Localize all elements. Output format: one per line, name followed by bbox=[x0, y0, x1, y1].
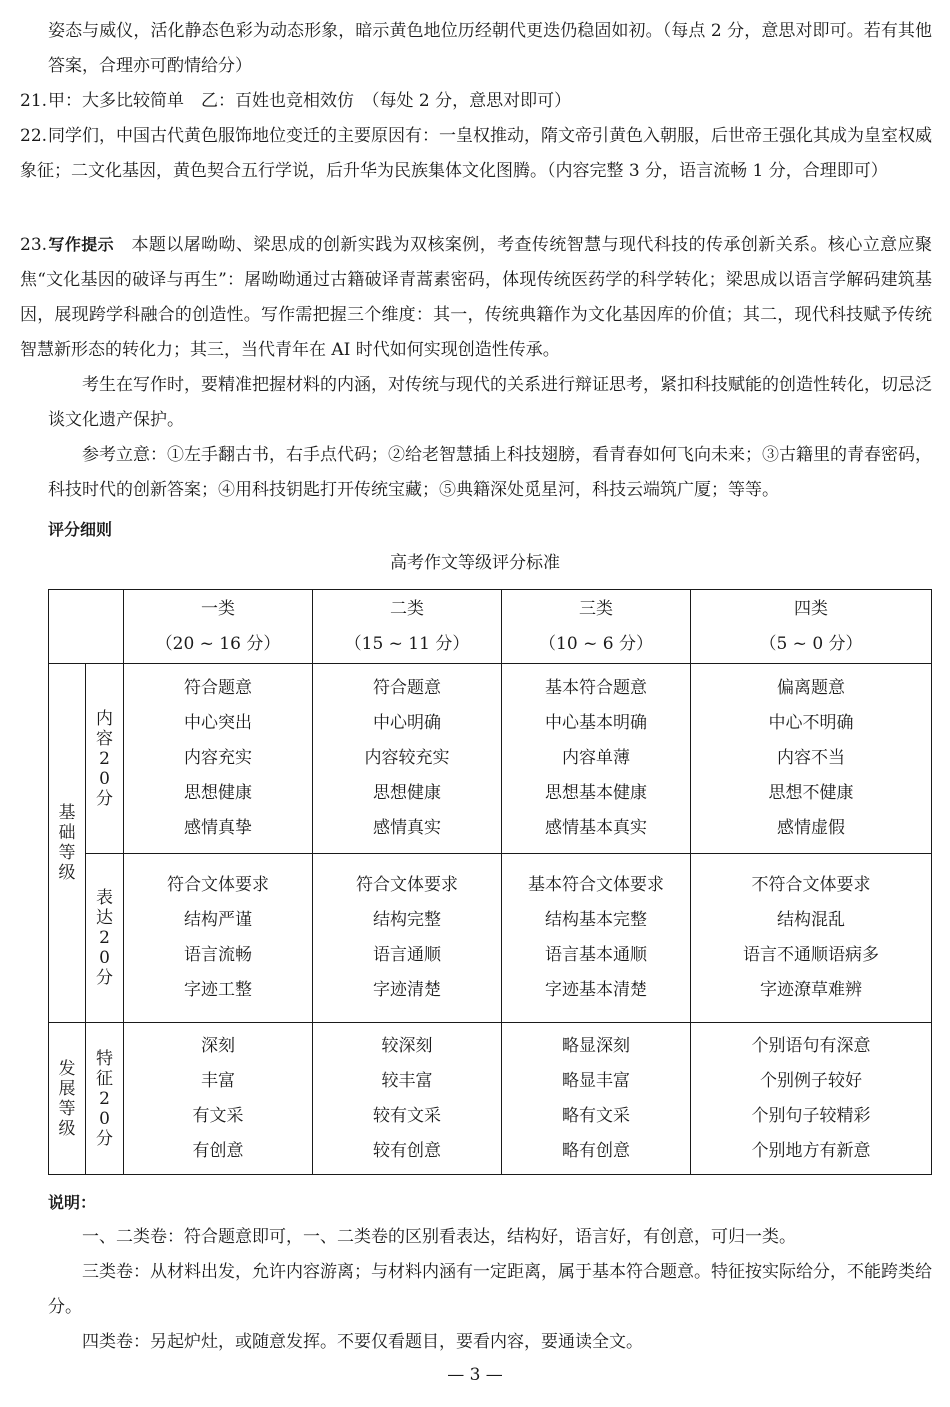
header-class-2: 二类 （15 ~ 11 分） bbox=[313, 590, 502, 664]
q22-text: 同学们，中国古代黄色服饰地位变迁的主要原因有：一皇权推动，隋文帝引黄色入朝服，后世帝王强化其成为皇室权威象征；二文化基因，黄色契合五行学说，后升华为民族集体文化图腾。（内容完整 3 分，语言流畅 1 分，合理即可） bbox=[20, 126, 932, 181]
content-cell-class-2: 符合题意 中心明确 内容较充实 思想健康 感情真实 bbox=[313, 664, 502, 854]
content-cell-class-1: 符合题意 中心突出 内容充实 思想健康 感情真挚 bbox=[124, 664, 313, 854]
table-caption: 高考作文等级评分标准 bbox=[390, 553, 560, 573]
header-class-1: 一类 （20 ~ 16 分） bbox=[124, 590, 313, 664]
header-corner bbox=[49, 590, 124, 664]
q22-number: 22. bbox=[20, 126, 48, 146]
q21-text: 甲：大多比较简单 乙：百姓也竞相效仿 （每处 2 分，意思对即可） bbox=[48, 91, 572, 111]
note-class-4: 四类卷：另起炉灶，或随意发挥。不要仅看题目，要看内容，要通读全文。 bbox=[82, 1332, 643, 1352]
q23-text: 本题以屠呦呦、梁思成的创新实践为双核案例，考查传统智慧与现代科技的传承创新关系。核心立意应聚焦“文化基因的破译与再生”：屠呦呦通过古籍破译青蒿素密码，体现传统医药学的科学转化；梁思成以语言学解码建筑基因，展现跨学科融合的创造性。写作需把握三个维度：其一，传统典籍作为文化基因库的价值；其二，现代科技赋予传统智慧新形态的转化力；其三，当代青年在 AI 时代如何实现创造性传承。 bbox=[20, 235, 932, 360]
header-row bbox=[49, 590, 932, 664]
q22-answer bbox=[20, 119, 932, 189]
expression-cell-class-1: 符合文体要求 结构严谨 语言流畅 字迹工整 bbox=[124, 854, 313, 1023]
q23-answer bbox=[20, 227, 932, 368]
grading-table bbox=[48, 589, 932, 1175]
expression-label: 表达20分 bbox=[86, 854, 124, 1023]
header-class-4: 四类 （5 ~ 0 分） bbox=[691, 590, 932, 664]
note-class-1-2: 一、二类卷：符合题意即可，一、二类卷的区别看表达，结构好，语言好，有创意，可归一类。 bbox=[82, 1227, 796, 1247]
note-class-3: 三类卷：从材料出发，允许内容游离；与材料内涵有一定距离，属于基本符合题意。特征按实际给分，不能跨类给分。 bbox=[48, 1262, 932, 1317]
q23-reference-themes: 参考立意：①左手翻古书，右手点代码；②给老智慧插上科技翅膀，看青春如何飞向未来；③古籍里的青春密码，科技时代的创新答案；④用科技钥匙打开传统宝藏；⑤典籍深处觅星河，科技云端筑广厦；等等。 bbox=[48, 445, 932, 500]
notes-heading: 说明： bbox=[48, 1193, 97, 1212]
header-class-3: 三类 （10 ~ 6 分） bbox=[502, 590, 691, 664]
q23-number: 23. bbox=[20, 235, 48, 255]
q23-paragraph-2: 考生在写作时，要精准把握材料的内涵，对传统与现代的关系进行辩证思考，紧扣科技赋能的创造性转化，切忌泛谈文化遗产保护。 bbox=[48, 375, 932, 430]
feature-label: 特征20分 bbox=[86, 1023, 124, 1175]
content-cell-class-3: 基本符合题意 中心基本明确 内容单薄 思想基本健康 感情基本真实 bbox=[502, 664, 691, 854]
q21-number: 21. bbox=[20, 91, 48, 111]
group-basic-label: 基础等级 bbox=[49, 664, 86, 1023]
group-dev-label: 发展等级 bbox=[49, 1023, 86, 1175]
content-cell-class-4: 偏离题意 中心不明确 内容不当 思想不健康 感情虚假 bbox=[691, 664, 932, 854]
expression-cell-class-3: 基本符合文体要求 结构基本完整 语言基本通顺 字迹基本清楚 bbox=[502, 854, 691, 1023]
feature-cell-class-2: 较深刻 较丰富 较有文采 较有创意 bbox=[313, 1023, 502, 1175]
rubric-heading: 评分细则 bbox=[48, 520, 113, 539]
feature-cell-class-1: 深刻 丰富 有文采 有创意 bbox=[124, 1023, 313, 1175]
expression-cell-class-2: 符合文体要求 结构完整 语言通顺 字迹清楚 bbox=[313, 854, 502, 1023]
content-row bbox=[49, 664, 932, 854]
q23-label: 写作提示 bbox=[48, 235, 115, 254]
q20-answer-continued: 姿态与威仪，活化静态色彩为动态形象，暗示黄色地位历经朝代更迭仍稳固如初。（每点 2 分，意思对即可。若有其他答案，合理亦可酌情给分） bbox=[48, 21, 932, 76]
page-number: — 3 — bbox=[447, 1365, 503, 1385]
content-label: 内容20分 bbox=[86, 664, 124, 854]
feature-cell-class-3: 略显深刻 略显丰富 略有文采 略有创意 bbox=[502, 1023, 691, 1175]
expression-row bbox=[49, 854, 932, 1023]
q21-answer bbox=[20, 84, 932, 119]
expression-cell-class-4: 不符合文体要求 结构混乱 语言不通顺语病多 字迹潦草难辨 bbox=[691, 854, 932, 1023]
feature-row bbox=[49, 1023, 932, 1175]
feature-cell-class-4: 个别语句有深意 个别例子较好 个别句子较精彩 个别地方有新意 bbox=[691, 1023, 932, 1175]
